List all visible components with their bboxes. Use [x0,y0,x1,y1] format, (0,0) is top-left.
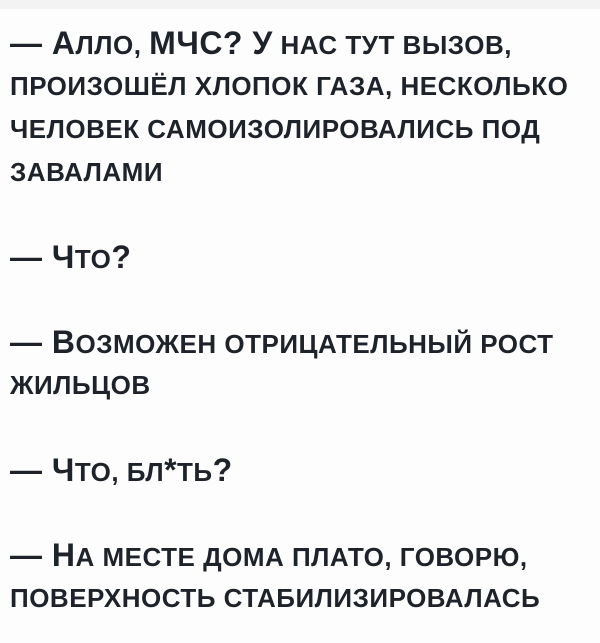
dialog-text-large: — В [10,324,76,360]
dialog-text-line [10,321,600,364]
dialog-text-line [10,108,600,151]
dialog-utterance [10,449,600,492]
dialog-text-small: ТЬ [177,457,213,487]
dialog-text-small: ЛЛО, [75,30,150,60]
dialog-text-line [10,65,600,108]
dialog-text-small: ПРОИЗОШЁЛ ХЛОПОК ГАЗА, НЕСКОЛЬКО [10,71,569,101]
dialog-text-line [10,151,600,194]
dialog-text-large: ? [212,452,233,488]
dialog-text-large: МЧС? У [149,25,273,61]
dialog-text-large: * [164,452,178,488]
dialog-utterance [10,236,600,279]
dialog-text-line [10,449,600,492]
dialog-text-line [10,534,600,577]
dialog-text-small: ЗАВАЛАМИ [10,157,164,187]
dialog-text-large: — Н [10,537,76,573]
dialog-utterance [10,22,600,194]
dialog-text-small: ТО [74,244,112,274]
dialog-text-line [10,22,600,65]
dialog-text-small: ПОВЕРХНОСТЬ СТАБИЛИЗИРОВАЛАСЬ [10,583,541,613]
dialog-text-line [10,364,600,407]
dialog-text-small: ЧЕЛОВЕК САМОИЗОЛИРОВАЛИСЬ ПОД [10,114,541,144]
dialog-text-large: — Ч [10,239,75,275]
dialog-text-small: ЖИЛЬЦОВ [10,370,151,400]
dialog-utterance [10,534,600,620]
dialog-utterance [10,321,600,407]
dialog-text-line [10,236,600,279]
dialog-text-small: ТО, БЛ [74,457,165,487]
dialog-text-large: — Ч [10,452,75,488]
dialog-text-small: А МЕСТЕ ДОМА ПЛАТО, ГОВОРЮ, [75,542,528,572]
dialog-text-large: — А [10,25,76,61]
dialog-text-small: НАС ТУТ ВЫЗОВ, [272,30,512,60]
dialog-text-large: ? [111,239,132,275]
dialog-text-small: ОЗМОЖЕН ОТРИЦАТЕЛЬНЫЙ РОСТ [75,329,554,359]
dialog-text-line [10,577,600,620]
